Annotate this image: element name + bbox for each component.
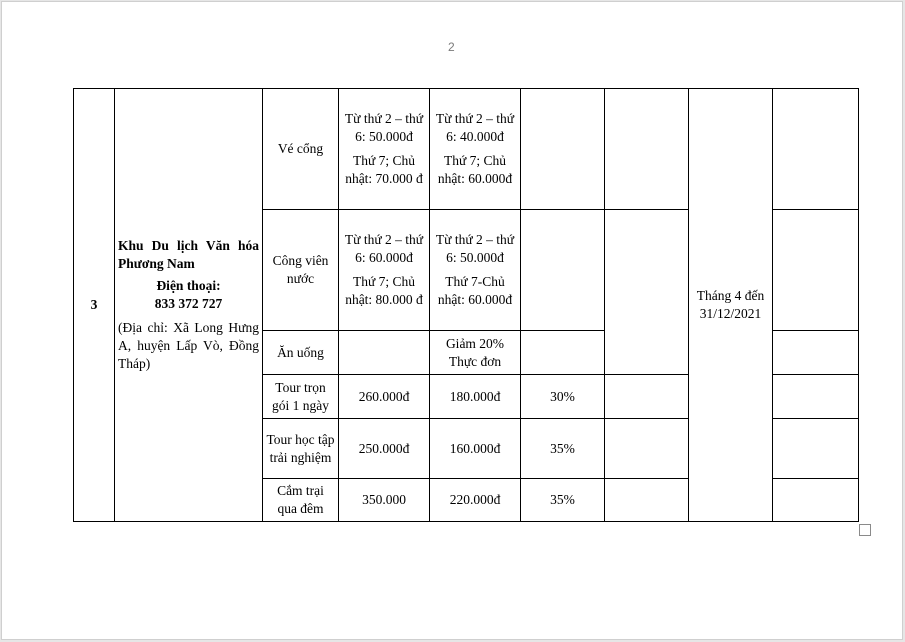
empty-cell	[605, 375, 689, 419]
phone-label: Điện thoại:	[156, 278, 221, 293]
venue-name: Khu Du lịch Văn hóa Phương Nam	[118, 238, 259, 271]
service-name: Cắm trại qua đêm	[263, 479, 339, 522]
discount-rate-cell	[521, 210, 605, 331]
price-line: Thứ 7-Chủ nhật: 60.000đ	[437, 274, 513, 307]
discounted-price-cell: 160.000đ	[430, 419, 521, 479]
original-price-cell: 260.000đ	[339, 375, 430, 419]
empty-cell	[605, 89, 689, 210]
original-price-cell: 250.000đ	[339, 419, 430, 479]
empty-cell	[605, 419, 689, 479]
venue-address: (Địa chỉ: Xã Long Hưng A, huyện Lấp Vò, Đồng Tháp)	[118, 320, 259, 371]
empty-cell	[773, 331, 859, 375]
empty-cell	[773, 419, 859, 479]
discount-rate-cell: 30%	[521, 375, 605, 419]
service-name: Tour học tập trải nghiệm	[263, 419, 339, 479]
price-line: Từ thứ 2 – thứ 6: 40.000đ	[435, 111, 515, 144]
original-price-cell	[339, 210, 430, 331]
original-price-cell	[339, 331, 430, 375]
original-price-cell	[339, 89, 430, 210]
service-name: Tour trọn gói 1 ngày	[263, 375, 339, 419]
original-price-cell: 350.000	[339, 479, 430, 522]
service-name: Ăn uống	[263, 331, 339, 375]
document-page	[1, 1, 903, 640]
price-line: Thứ 7; Chủ nhật: 80.000 đ	[345, 274, 423, 307]
price-line: Từ thứ 2 – thứ 6: 50.000đ	[344, 111, 424, 144]
venue-cell	[115, 89, 263, 522]
period-cell: Tháng 4 đến 31/12/2021	[689, 89, 773, 522]
discount-rate-cell	[521, 331, 605, 375]
price-line: Từ thứ 2 – thứ 6: 50.000đ	[435, 232, 515, 265]
discount-rate-cell: 35%	[521, 479, 605, 522]
promotion-table	[73, 88, 859, 522]
venue-phone-block	[118, 277, 259, 313]
empty-cell	[773, 210, 859, 331]
discounted-price-cell: 180.000đ	[430, 375, 521, 419]
discount-rate-cell: 35%	[521, 419, 605, 479]
empty-cell	[605, 210, 689, 375]
service-name: Vé cổng	[263, 89, 339, 210]
empty-cell	[773, 89, 859, 210]
empty-cell	[605, 479, 689, 522]
price-line: Thứ 7; Chủ nhật: 70.000 đ	[345, 153, 423, 186]
discount-rate-cell	[521, 89, 605, 210]
discounted-price-cell: 220.000đ	[430, 479, 521, 522]
discounted-price-cell	[430, 210, 521, 331]
price-line: Thứ 7; Chủ nhật: 60.000đ	[437, 153, 513, 186]
page-number: 2	[448, 40, 455, 54]
empty-cell	[773, 479, 859, 522]
service-name: Công viên nước	[263, 210, 339, 331]
table-resize-handle[interactable]	[859, 524, 871, 536]
stt-cell: 3	[74, 89, 115, 522]
discounted-price-cell: Giảm 20% Thực đơn	[430, 331, 521, 375]
price-line: Từ thứ 2 – thứ 6: 60.000đ	[344, 232, 424, 265]
empty-cell	[773, 375, 859, 419]
phone-number: 833 372 727	[154, 296, 223, 311]
discounted-price-cell	[430, 89, 521, 210]
table-row	[74, 89, 859, 210]
